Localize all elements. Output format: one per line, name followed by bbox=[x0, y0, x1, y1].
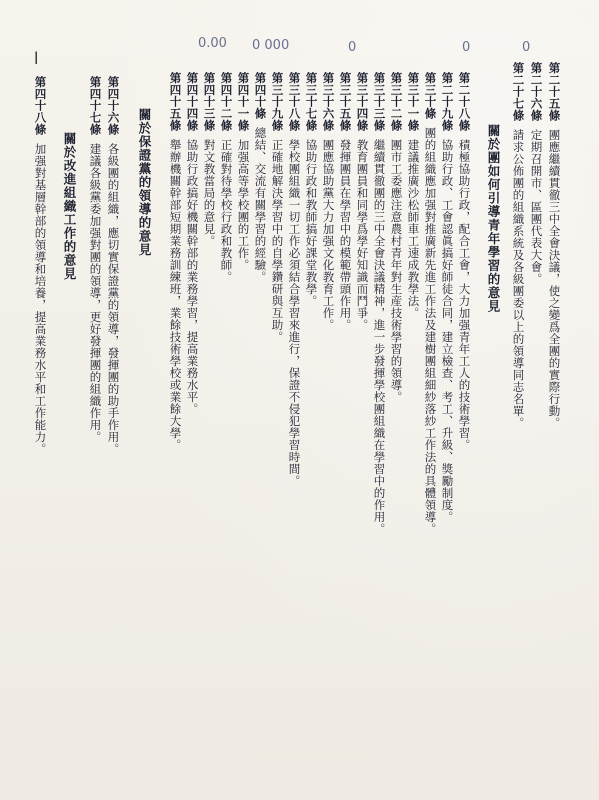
article-text: 建議各級黨委加强對團的領導，更好發揮團的組織作用。 bbox=[88, 143, 103, 443]
article-text: 協助行政、工會認眞搞好師徒合同，建立檢查、考工、升級、獎勵制度。 bbox=[440, 139, 455, 523]
article-text: 團應繼續貫徹三中全會決議，使之變爲全團的實際行動。 bbox=[547, 129, 562, 429]
article-number: 第四十二條 bbox=[219, 72, 234, 131]
article-text: 正確地解決學習中的自學鑽研與互助。 bbox=[270, 139, 285, 343]
article-36 bbox=[322, 72, 334, 331]
article-text: 發揮團員在學習中的模範帶頭作用。 bbox=[338, 139, 353, 331]
handwritten-mark: 0 bbox=[348, 40, 357, 55]
article-45 bbox=[169, 72, 181, 451]
section-heading-party-leadership: 關於保證黨的領導的意見 bbox=[137, 108, 152, 257]
article-number: 第四十五條 bbox=[168, 72, 183, 131]
article-text: 正確對待學校行政和教師。 bbox=[219, 139, 234, 283]
article-number: 第四十八條 bbox=[33, 76, 48, 135]
article-text: 協助行政和教師搞好課堂教學。 bbox=[304, 139, 319, 307]
article-42 bbox=[220, 72, 232, 283]
article-number: 第二十八條 bbox=[457, 72, 472, 131]
article-27 bbox=[512, 62, 524, 429]
article-number: 第三十五條 bbox=[338, 72, 353, 131]
handwritten-mark: 0 000 bbox=[252, 38, 290, 53]
article-number: 第四十四條 bbox=[185, 72, 200, 131]
article-text: 定期召開市、區團代表大會。 bbox=[529, 129, 544, 285]
article-number: 第四十六條 bbox=[106, 76, 121, 135]
article-39 bbox=[271, 72, 283, 343]
article-number: 第四十七條 bbox=[88, 76, 103, 135]
article-26 bbox=[530, 62, 542, 285]
article-text: 團市工委應注意農村青年對生産技術學習的領導。 bbox=[389, 139, 404, 403]
section-heading-organization: 關於改進組織工作的意見 bbox=[62, 132, 77, 281]
article-text: 對文教當局的意見。 bbox=[202, 139, 217, 247]
handwritten-mark: 0.00 bbox=[198, 36, 227, 51]
article-number: 第三十二條 bbox=[389, 72, 404, 131]
article-number: 第四十條 bbox=[253, 72, 268, 120]
article-text: 積極協助行政，配合工會，大力加强青年工人的技術學習。 bbox=[457, 139, 472, 451]
article-30 bbox=[424, 72, 436, 535]
article-text: 總結、交流有關學習的經驗。 bbox=[253, 127, 268, 284]
article-text: 協助行政搞好機關幹部的業務學習，提高業務水平。 bbox=[185, 139, 200, 415]
article-number: 第三十一條 bbox=[406, 72, 421, 131]
handwritten-mark: 0 bbox=[522, 40, 531, 55]
article-text: 建議推廣沙松師車工速成教學法。 bbox=[406, 139, 421, 319]
article-31 bbox=[407, 72, 419, 319]
article-text: 各級團的組織，應切實保證黨的領導，發揮團的助手作用。 bbox=[106, 143, 121, 455]
article-48 bbox=[34, 76, 46, 455]
section-heading-youth-study: 關於團如何引導青年學習的意見 bbox=[486, 124, 501, 313]
article-number: 第三十四條 bbox=[355, 72, 370, 131]
article-number: 第二十九條 bbox=[440, 72, 455, 131]
article-38 bbox=[288, 72, 300, 487]
article-number: 第二十六條 bbox=[529, 62, 544, 121]
article-number: 第四十三條 bbox=[202, 72, 217, 131]
article-text: 請求公佈團的組織系統及各級團委以上的領導同志名單。 bbox=[511, 129, 526, 429]
article-text: 繼續貫徹團的三中全會決議精神，進一步發揮學校團組織在學習中的作用。 bbox=[372, 139, 387, 535]
article-35 bbox=[339, 72, 351, 331]
article-text: 舉辦機關幹部短期業務訓練班，業餘技術學校或業餘大學。 bbox=[168, 139, 183, 451]
article-number: 第三十條 bbox=[423, 72, 438, 120]
article-46 bbox=[107, 76, 119, 455]
article-number: 第三十三條 bbox=[372, 72, 387, 131]
article-33 bbox=[373, 72, 385, 535]
edge-tick-mark: | bbox=[34, 50, 39, 64]
article-number: 第二十七條 bbox=[511, 62, 526, 121]
article-34 bbox=[356, 72, 368, 331]
article-29 bbox=[441, 72, 453, 523]
article-number: 第四十一條 bbox=[236, 72, 251, 131]
handwritten-mark: 0 bbox=[462, 40, 471, 55]
article-number: 第三十七條 bbox=[304, 72, 319, 131]
article-41 bbox=[237, 72, 249, 271]
article-25 bbox=[548, 62, 560, 429]
article-text: 加强高等學校團的工作。 bbox=[236, 139, 251, 271]
article-text: 教育團員和同學爲學好知識而鬥爭。 bbox=[355, 139, 370, 331]
article-text: 團應協助黨大力加强文化教育工作。 bbox=[321, 139, 336, 331]
article-text: 加强對基層幹部的領導和培養，提高業務水平和工作能力。 bbox=[33, 143, 48, 455]
article-37 bbox=[305, 72, 317, 307]
article-47 bbox=[89, 76, 101, 443]
article-number: 第三十六條 bbox=[321, 72, 336, 131]
article-40 bbox=[254, 72, 266, 283]
article-number: 第二十五條 bbox=[547, 62, 562, 121]
article-number: 第三十八條 bbox=[287, 72, 302, 131]
article-number: 第三十九條 bbox=[270, 72, 285, 131]
article-text: 學校團組織一切工作必須結合學習來進行，保證不侵犯學習時間。 bbox=[287, 139, 302, 487]
article-text: 團的組織應加强對推廣新先進工作法及建樹團組細紗落紗工作法的具體領導。 bbox=[423, 127, 438, 536]
article-28 bbox=[458, 72, 470, 451]
article-43 bbox=[203, 72, 215, 247]
article-32 bbox=[390, 72, 402, 403]
article-44 bbox=[186, 72, 198, 415]
